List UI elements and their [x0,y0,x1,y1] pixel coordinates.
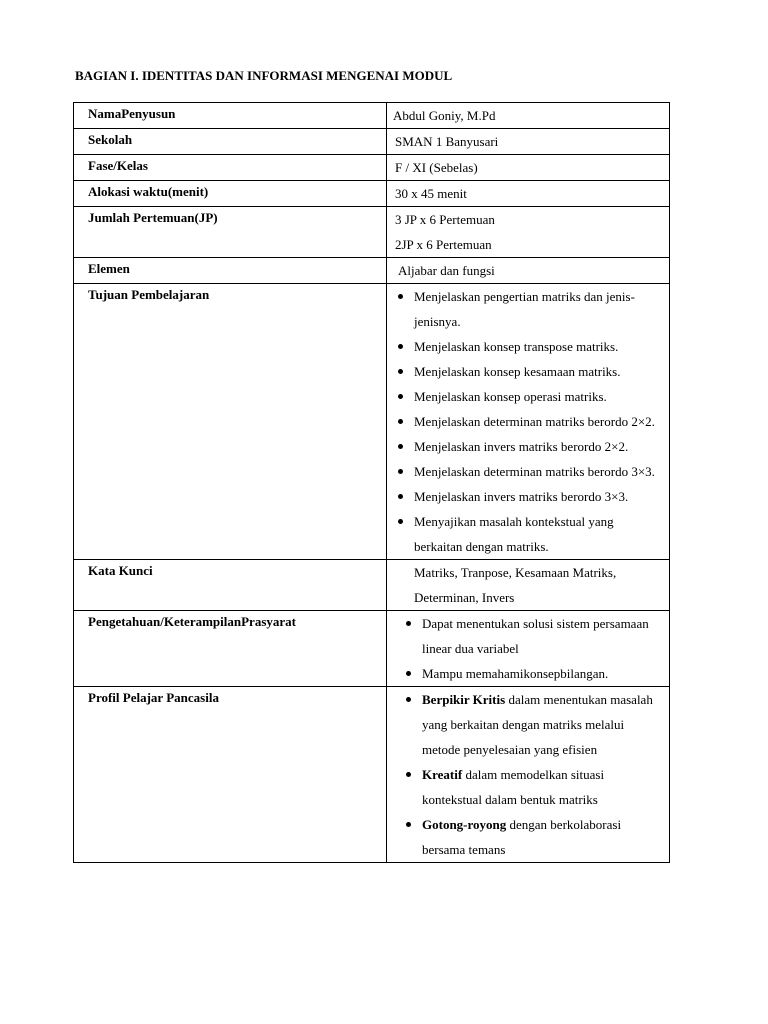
list-item-bold: Gotong-royong [422,817,507,832]
row-label: Kata Kunci [74,560,387,611]
list-item-text: dalam memodelkan situasi kontekstual dalam bentuk matriks [422,767,605,807]
identity-table [73,102,670,863]
profile-list [403,687,663,812]
row-label: NamaPenyusun [74,103,387,129]
list-item: Dapat menentukan solusi sistem persamaan linear dua variabel [403,611,663,661]
row-label: Elemen [74,258,387,284]
table-row [74,155,670,181]
element-text: Aljabar dan fungsi [398,263,495,278]
table-row [74,129,670,155]
profile-value [387,687,670,863]
row-label: Pengetahuan/KeterampilanPrasyarat [74,611,387,687]
list-item [403,762,663,812]
keywords-text: Matriks, Tranpose, Kesamaan Matriks, Determinan, Invers [414,565,617,605]
list-item: Menjelaskan konsep operasi matriks. [395,384,663,409]
profile-sublist [403,812,663,862]
meeting-count-value [387,207,670,258]
table-row [74,103,670,129]
table-row [74,181,670,207]
prerequisite-value [387,611,670,687]
row-value [387,103,670,129]
list-item: Menjelaskan konsep kesamaan matriks. [395,359,663,384]
table-row [74,560,670,611]
prerequisite-sublist [403,661,663,686]
meeting-line: 3 JP x 6 Pertemuan [395,212,495,227]
author-value: Abdul Goniy, M.Pd [393,108,496,123]
row-label: Sekolah [74,129,387,155]
list-item: Menjelaskan konsep transpose matriks. [395,334,663,359]
prerequisite-list [403,611,663,661]
phase-class-value: F / XI (Sebelas) [387,155,670,181]
list-item: Menjelaskan determinan matriks berordo 3×3. [395,459,663,484]
table-row [74,207,670,258]
list-item: Menjelaskan determinan matriks berordo 2×2. [395,409,663,434]
list-item [403,687,663,762]
list-item: Menjelaskan invers matriks berordo 3×3. [395,484,663,509]
table-row [74,687,670,863]
list-item: Mampu memahamikonsepbilangan. [403,661,663,686]
section-heading: BAGIAN I. IDENTITAS DAN INFORMASI MENGENAI MODUL [75,68,453,83]
list-item [403,812,663,862]
list-item: Menjelaskan pengertian matriks dan jenis-jenisnya. [395,284,663,334]
list-item: Menyajikan masalah kontekstual yang berkaitan dengan matriks. [395,509,663,559]
keywords-value [387,560,670,611]
row-label: Fase/Kelas [74,155,387,181]
objectives-list [395,284,663,559]
row-label: Tujuan Pembelajaran [74,284,387,560]
list-item-text: dengan berkolaborasi bersama temans [422,817,622,857]
objectives-value [387,284,670,560]
meeting-line: 2JP x 6 Pertemuan [395,237,492,252]
row-label: Alokasi waktu(menit) [74,181,387,207]
table-row [74,611,670,687]
list-item: Menjelaskan invers matriks berordo 2×2. [395,434,663,459]
time-allocation-value: 30 x 45 menit [387,181,670,207]
school-value: SMAN 1 Banyusari [387,129,670,155]
table-row [74,258,670,284]
table-row [74,284,670,560]
list-item-bold: Berpikir Kritis [422,692,506,707]
element-value [387,258,670,284]
row-label: Jumlah Pertemuan(JP) [74,207,387,258]
row-label: Profil Pelajar Pancasila [74,687,387,863]
list-item-text: dalam menentukan masalah yang berkaitan dengan matriks melalui metode penyelesaian yang efisien [422,692,653,757]
list-item-bold: Kreatif [422,767,463,782]
